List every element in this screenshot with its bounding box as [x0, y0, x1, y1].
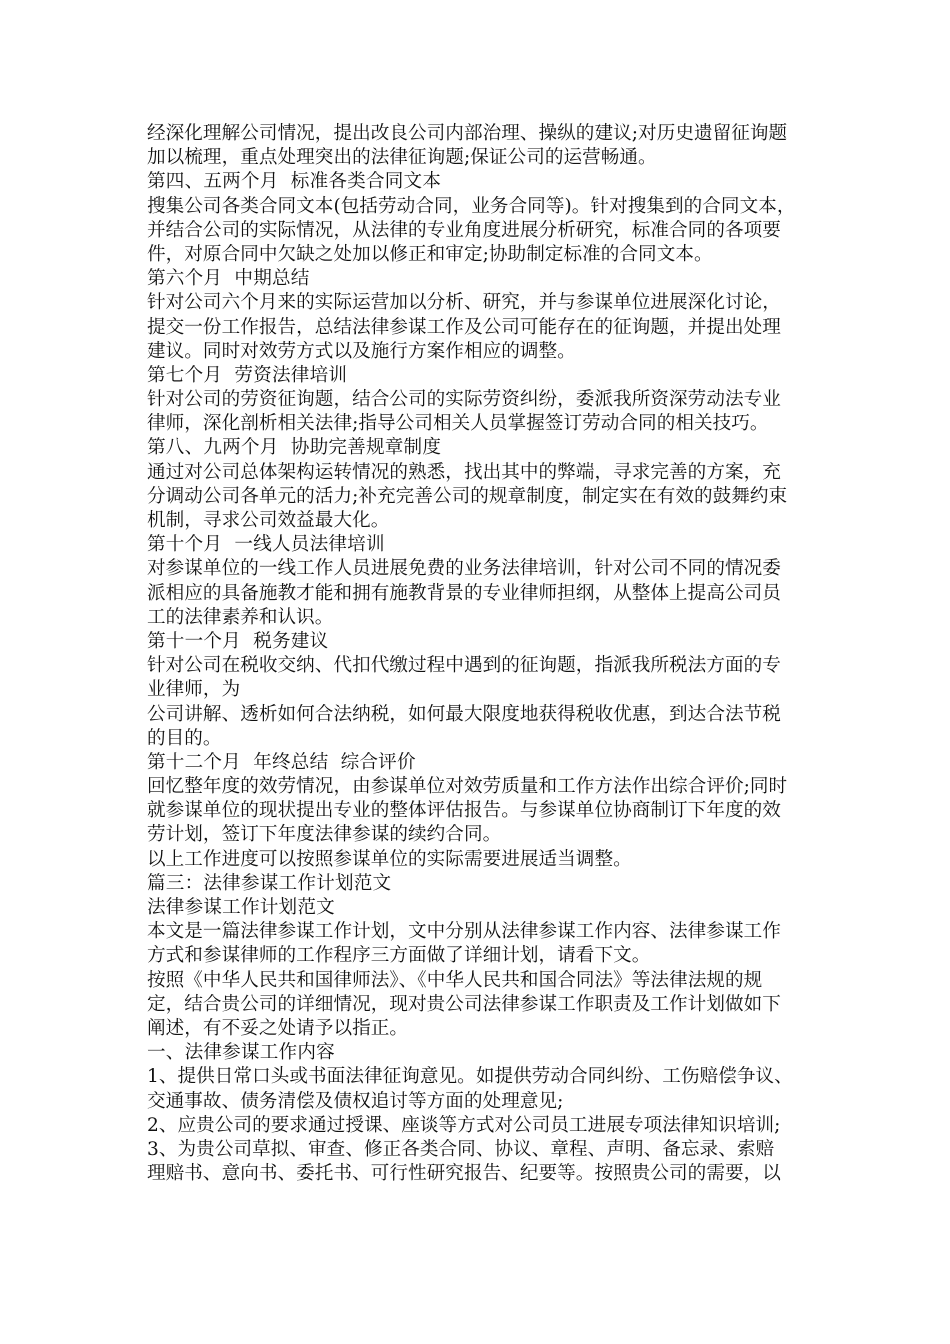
paragraph-line: 通过对公司总体架构运转情况的熟悉，找出其中的弊端，寻求完善的方案，充	[147, 461, 781, 483]
paragraph-line: 工的法律素养和认识。	[147, 606, 334, 628]
section-heading: 一、法律参谋工作内容	[147, 1042, 335, 1064]
section-heading: 第六个月 中期总结	[147, 268, 310, 290]
paragraph-line: 针对公司的劳资征询题，结合公司的实际劳资纠纷，委派我所资深劳动法专业	[147, 389, 781, 411]
paragraph-line: 建议。同时对效劳方式以及施行方案作相应的调整。	[147, 340, 576, 362]
section-heading: 第四、五两个月 标准各类合同文本	[147, 171, 442, 193]
paragraph-line: 针对公司六个月来的实际运营加以分析、研究，并与参谋单位进展深化讨论，	[147, 292, 781, 314]
section-heading: 篇三：法律参谋工作计划范文	[147, 872, 392, 894]
section-heading: 第十一个月 税务建议	[147, 630, 329, 652]
paragraph-line: 本文是一篇法律参谋工作计划，文中分别从法律参谋工作内容、法律参谋工作	[147, 921, 781, 943]
paragraph-line: 方式和参谋律师的工作程序三方面做了详细计划，请看下文。	[147, 945, 651, 967]
section-heading: 法律参谋工作计划范文	[147, 897, 335, 918]
paragraph-line: 加以梳理，重点处理突出的法律征询题;保证公司的运营畅通。	[147, 147, 657, 169]
paragraph-line: 派相应的具备施教才能和拥有施教背景的专业律师担纲，从整体上提高公司员	[147, 582, 781, 604]
paragraph-line: 3、为贵公司草拟、审查、修正各类合同、协议、章程、声明、备忘录、索赔	[147, 1138, 775, 1160]
paragraph-line: 就参谋单位的现状提出专业的整体评估报告。与参谋单位协商制订下年度的效	[147, 800, 781, 822]
paragraph-line: 并结合公司的实际情况，从法律的专业角度进展分析研究，标准合同的各项要	[147, 219, 781, 241]
paragraph-line: 机制，寻求公司效益最大化。	[147, 510, 390, 531]
paragraph-line: 劳计划，签订下年度法律参谋的续约合同。	[147, 824, 502, 846]
paragraph-line: 对参谋单位的一线工作人员进展免费的业务法律培训，针对公司不同的情况委	[147, 558, 781, 580]
paragraph-line: 公司讲解、透析如何合法纳税，如何最大限度地获得税收优惠，到达合法节税	[147, 703, 781, 725]
section-heading: 第十二个月 年终总结 综合评价	[147, 751, 416, 773]
paragraph-line: 理赔书、意向书、委托书、可行性研究报告、纪要等。按照贵公司的需要，以	[147, 1163, 781, 1185]
paragraph-line: 阐述，有不妥之处请予以指正。	[147, 1017, 409, 1039]
paragraph-line: 搜集公司各类合同文本(包括劳动合同，业务合同等)。针对搜集到的合同文本，	[147, 195, 796, 217]
paragraph-line: 按照《中华人民共和国律师法》、《中华人民共和国合同法》等法律法规的规	[147, 969, 763, 991]
paragraph-line: 交通事故、债务清偿及债权追讨等方面的处理意见;	[147, 1090, 564, 1112]
paragraph-line: 2、应贵公司的要求通过授课、座谈等方式对公司员工进展专项法律知识培训;	[147, 1114, 781, 1136]
paragraph-line: 件，对原合同中欠缺之处加以修正和审定;协助制定标准的合同文本。	[147, 243, 713, 265]
paragraph-line: 针对公司在税收交纳、代扣代缴过程中遇到的征询题，指派我所税法方面的专	[147, 655, 781, 677]
paragraph-line: 以上工作进度可以按照参谋单位的实际需要进展适当调整。	[147, 848, 632, 870]
document-page	[147, 122, 807, 1186]
paragraph-line: 律师，深化剖析相关法律;指导公司相关人员掌握签订劳动合同的相关技巧。	[147, 413, 769, 435]
paragraph-line: 回忆整年度的效劳情况，由参谋单位对效劳质量和工作方法作出综合评价;同时	[147, 776, 788, 798]
paragraph-line: 分调动公司各单元的活力;补充完善公司的规章制度，制定实在有效的鼓舞约束	[147, 485, 788, 507]
paragraph-line: 1、提供日常口头或书面法律征询意见。如提供劳动合同纠纷、工伤赔偿争议、	[147, 1066, 793, 1088]
paragraph-line: 的目的。	[147, 727, 222, 749]
paragraph-line: 定，结合贵公司的详细情况，现对贵公司法律参谋工作职责及工作计划做如下	[147, 993, 781, 1015]
paragraph-line: 经深化理解公司情况，提出改良公司内部治理、操纵的建议;对历史遗留征询题	[147, 123, 788, 144]
section-heading: 第十个月 一线人员法律培训	[147, 534, 385, 556]
section-heading: 第八、九两个月 协助完善规章制度	[147, 437, 442, 459]
paragraph-line: 提交一份工作报告，总结法律参谋工作及公司可能存在的征询题，并提出处理	[147, 316, 781, 338]
paragraph-line: 业律师，为	[147, 679, 241, 701]
section-heading: 第七个月 劳资法律培训	[147, 364, 348, 386]
